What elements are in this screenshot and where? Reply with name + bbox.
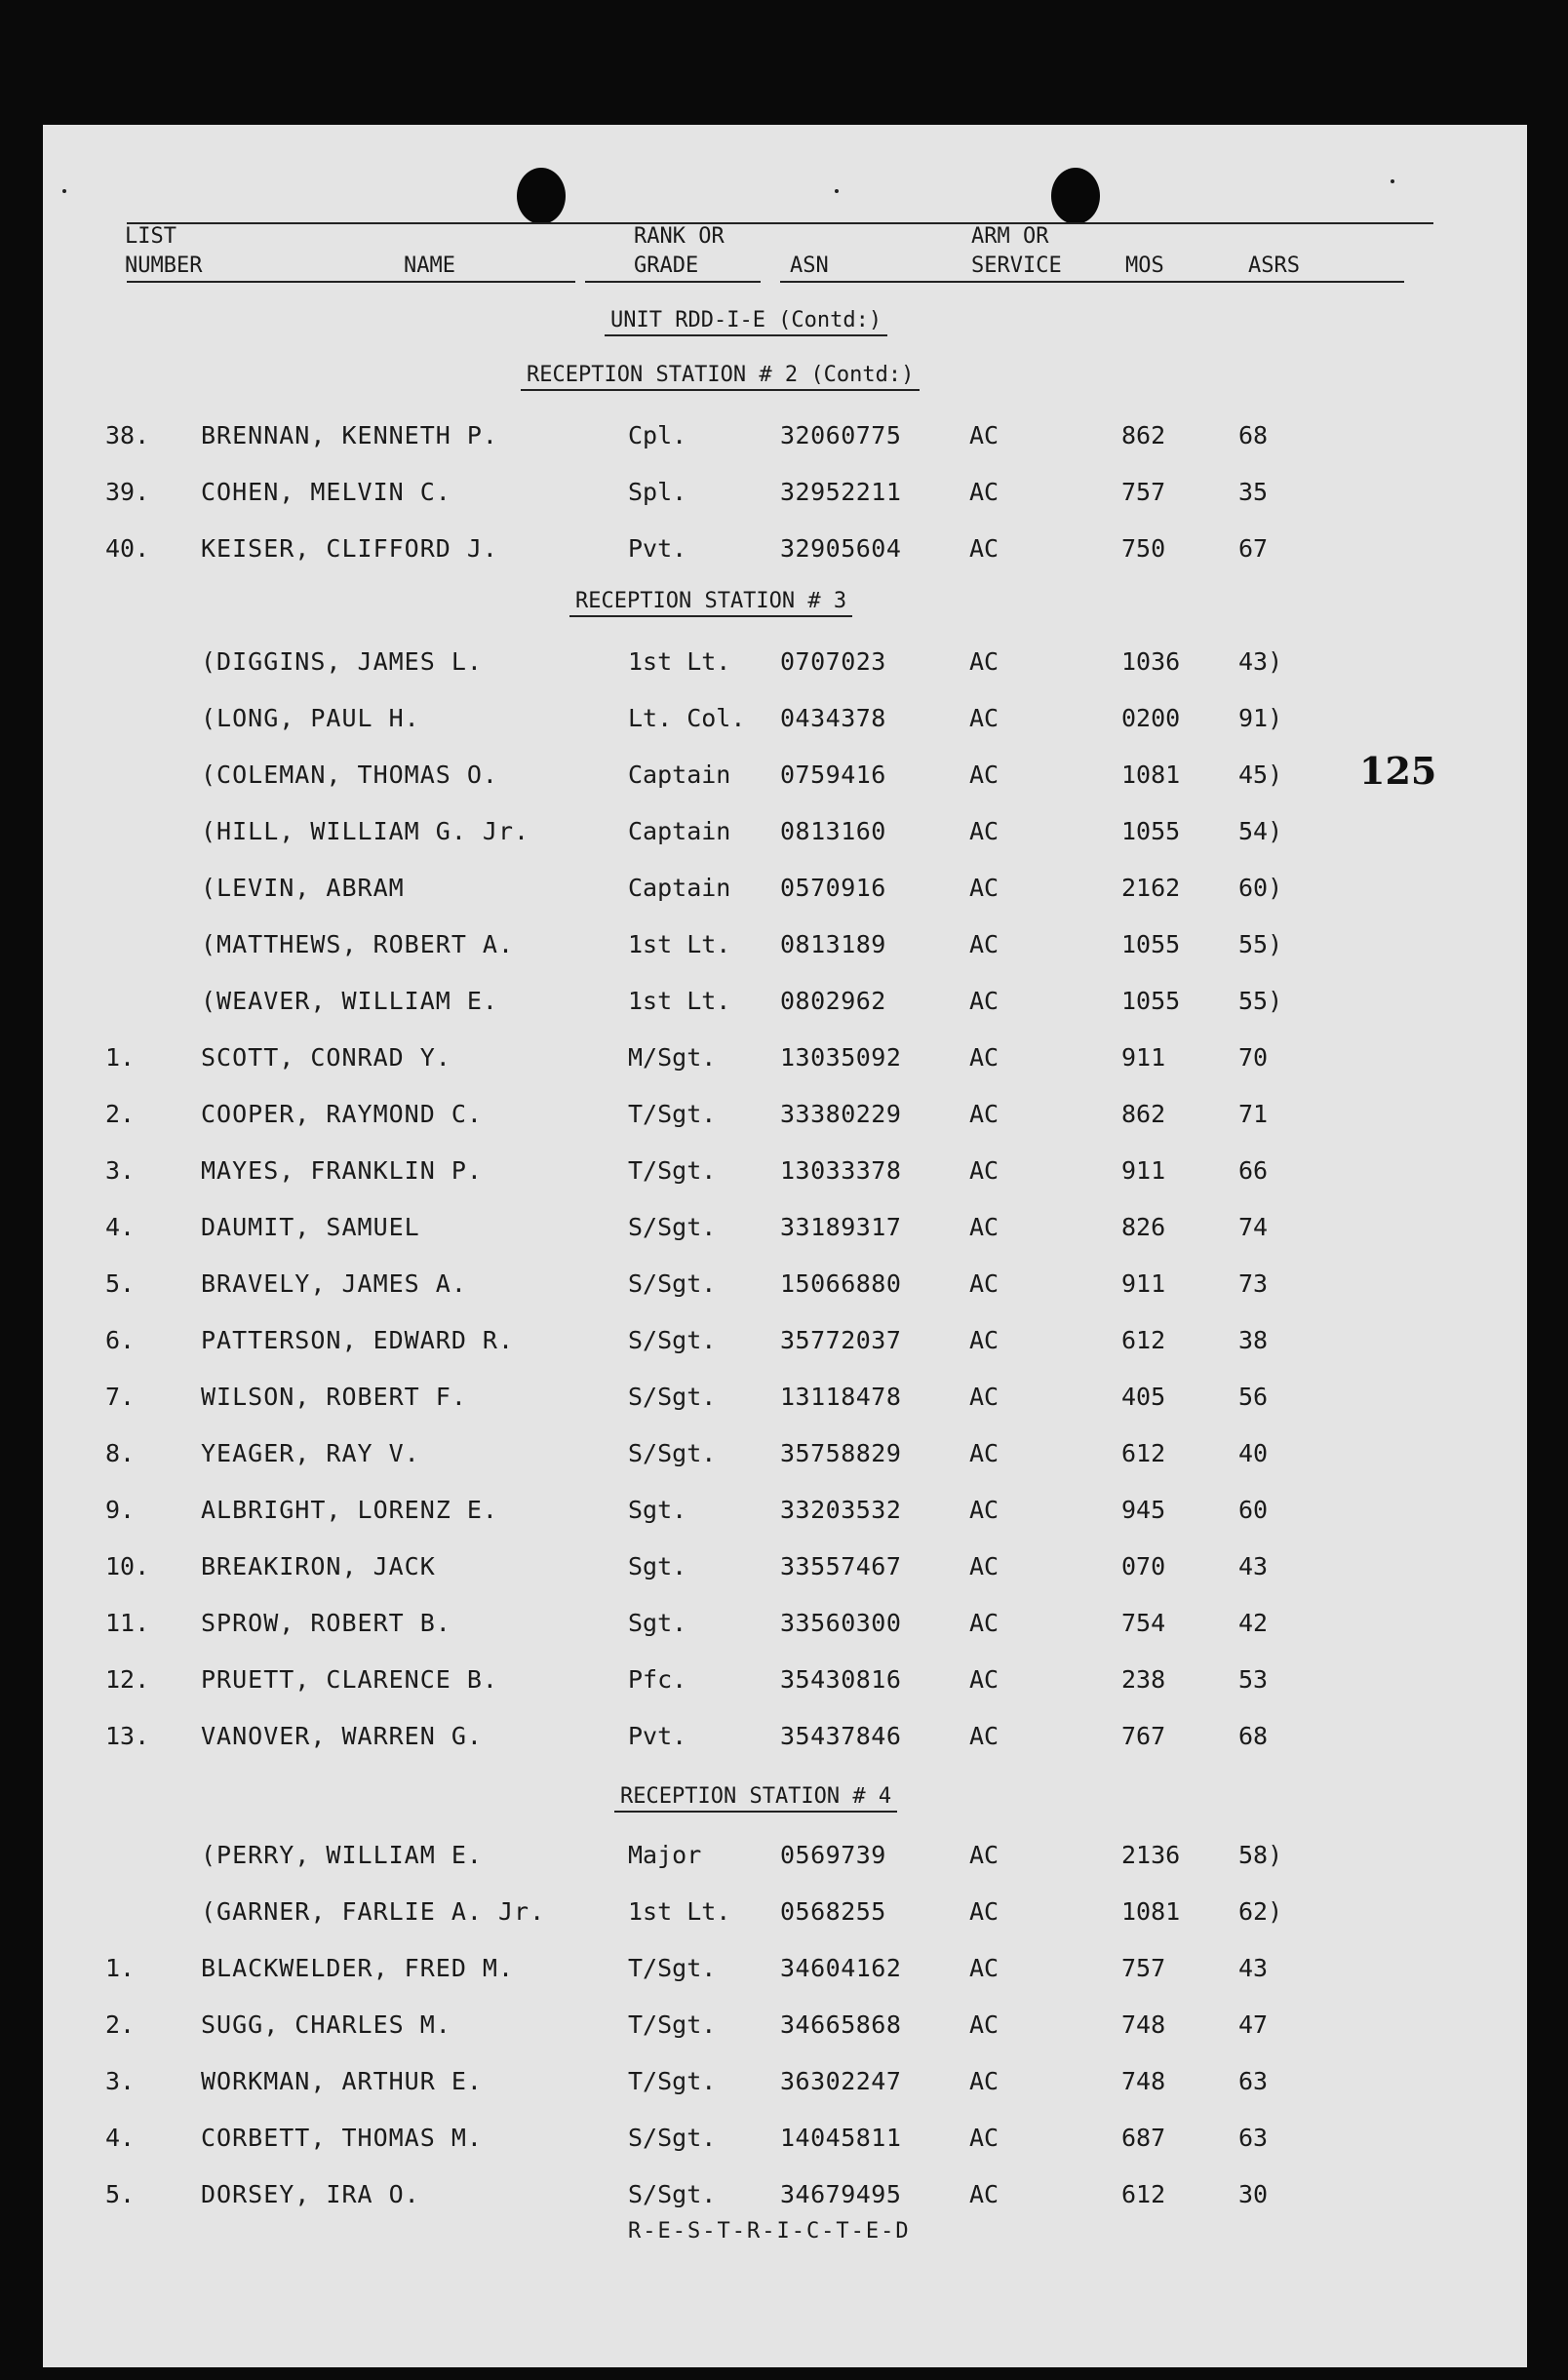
cell-mos: 612 — [1121, 2180, 1166, 2208]
cell-asrs: 66 — [1238, 1156, 1269, 1185]
cell-rank: 1st Lt. — [628, 930, 731, 958]
cell-asn: 33380229 — [780, 1100, 902, 1128]
cell-arm: AC — [969, 1665, 1000, 1694]
cell-asrs: 67 — [1238, 534, 1269, 563]
table-row — [43, 647, 1527, 686]
cell-name: VANOVER, WARREN G. — [201, 1722, 483, 1750]
cell-num: 5. — [105, 1269, 136, 1298]
cell-mos: 1081 — [1121, 1897, 1181, 1926]
header-asrs: ASRS — [1248, 254, 1300, 278]
table-row — [43, 478, 1527, 517]
section-heading: RECEPTION STATION # 3 — [569, 589, 852, 617]
cell-asrs: 60) — [1238, 874, 1283, 902]
cell-asrs: 68 — [1238, 421, 1269, 449]
cell-num: 4. — [105, 1213, 136, 1241]
table-row — [43, 1954, 1527, 1993]
table-row — [43, 1841, 1527, 1880]
cell-arm: AC — [969, 930, 1000, 958]
cell-arm: AC — [969, 1043, 1000, 1072]
cell-rank: S/Sgt. — [628, 1383, 717, 1411]
cell-mos: 1036 — [1121, 647, 1181, 676]
cell-name: SPROW, ROBERT B. — [201, 1609, 451, 1637]
punch-hole — [517, 168, 566, 224]
cell-rank: S/Sgt. — [628, 1439, 717, 1467]
table-row — [43, 1100, 1527, 1139]
cell-mos: 612 — [1121, 1326, 1166, 1354]
cell-rank: S/Sgt. — [628, 2124, 717, 2152]
cell-name: DORSEY, IRA O. — [201, 2180, 420, 2208]
cell-arm: AC — [969, 987, 1000, 1015]
cell-mos: 862 — [1121, 1100, 1166, 1128]
cell-asn: 14045811 — [780, 2124, 902, 2152]
cell-name: WILSON, ROBERT F. — [201, 1383, 467, 1411]
cell-num: 2. — [105, 1100, 136, 1128]
cell-mos: 612 — [1121, 1439, 1166, 1467]
speck — [62, 189, 66, 193]
cell-arm: AC — [969, 2180, 1000, 2208]
cell-name: DAUMIT, SAMUEL — [201, 1213, 420, 1241]
cell-asn: 33189317 — [780, 1213, 902, 1241]
header-rank: RANK OR GRADE — [634, 224, 725, 278]
cell-asrs: 56 — [1238, 1383, 1269, 1411]
cell-name: BRENNAN, KENNETH P. — [201, 421, 498, 449]
table-row — [43, 1269, 1527, 1308]
cell-name: (HILL, WILLIAM G. Jr. — [201, 817, 530, 845]
cell-mos: 070 — [1121, 1552, 1166, 1580]
cell-name: (PERRY, WILLIAM E. — [201, 1841, 483, 1869]
cell-num: 9. — [105, 1496, 136, 1524]
cell-arm: AC — [969, 1269, 1000, 1298]
cell-rank: Lt. Col. — [628, 704, 746, 732]
unit-heading: UNIT RDD-I-E (Contd:) — [605, 308, 887, 336]
cell-mos: 945 — [1121, 1496, 1166, 1524]
cell-rank: Cpl. — [628, 421, 687, 449]
table-row — [43, 1897, 1527, 1936]
cell-asrs: 74 — [1238, 1213, 1269, 1241]
cell-arm: AC — [969, 1954, 1000, 1982]
cell-mos: 826 — [1121, 1213, 1166, 1241]
cell-name: BRAVELY, JAMES A. — [201, 1269, 467, 1298]
cell-arm: AC — [969, 478, 1000, 506]
cell-asn: 34665868 — [780, 2010, 902, 2039]
cell-arm: AC — [969, 1609, 1000, 1637]
table-row — [43, 704, 1527, 743]
cell-asrs: 73 — [1238, 1269, 1269, 1298]
cell-rank: Sgt. — [628, 1609, 687, 1637]
cell-name: BREAKIRON, JACK — [201, 1552, 436, 1580]
table-row — [43, 534, 1527, 573]
cell-mos: 405 — [1121, 1383, 1166, 1411]
table-row — [43, 421, 1527, 460]
cell-arm: AC — [969, 1552, 1000, 1580]
cell-arm: AC — [969, 421, 1000, 449]
section-heading: RECEPTION STATION # 2 (Contd:) — [521, 363, 920, 391]
cell-arm: AC — [969, 1496, 1000, 1524]
cell-asn: 0802962 — [780, 987, 886, 1015]
cell-name: (LONG, PAUL H. — [201, 704, 420, 732]
cell-asrs: 43 — [1238, 1552, 1269, 1580]
cell-mos: 754 — [1121, 1609, 1166, 1637]
cell-arm: AC — [969, 2010, 1000, 2039]
cell-arm: AC — [969, 1439, 1000, 1467]
cell-asrs: 47 — [1238, 2010, 1269, 2039]
cell-mos: 911 — [1121, 1269, 1166, 1298]
cell-asrs: 43 — [1238, 1954, 1269, 1982]
table-row — [43, 1326, 1527, 1365]
cell-rank: S/Sgt. — [628, 1326, 717, 1354]
table-row — [43, 987, 1527, 1026]
table-row — [43, 1722, 1527, 1761]
cell-asn: 0568255 — [780, 1897, 886, 1926]
restricted-stamp: R-E-S-T-R-I-C-T-E-D — [628, 2219, 911, 2243]
header-rule — [585, 281, 761, 283]
cell-rank: Sgt. — [628, 1496, 687, 1524]
cell-num: 4. — [105, 2124, 136, 2152]
cell-mos: 757 — [1121, 1954, 1166, 1982]
cell-rank: T/Sgt. — [628, 2010, 717, 2039]
cell-mos: 2162 — [1121, 874, 1181, 902]
punch-hole — [1051, 168, 1100, 224]
cell-name: ALBRIGHT, LORENZ E. — [201, 1496, 498, 1524]
cell-asrs: 40 — [1238, 1439, 1269, 1467]
cell-rank: T/Sgt. — [628, 1156, 717, 1185]
cell-rank: 1st Lt. — [628, 647, 731, 676]
cell-asn: 33557467 — [780, 1552, 902, 1580]
cell-num: 7. — [105, 1383, 136, 1411]
cell-mos: 911 — [1121, 1156, 1166, 1185]
cell-rank: S/Sgt. — [628, 2180, 717, 2208]
cell-asn: 33560300 — [780, 1609, 902, 1637]
section-heading: RECEPTION STATION # 4 — [614, 1784, 897, 1813]
cell-num: 2. — [105, 2010, 136, 2039]
cell-arm: AC — [969, 817, 1000, 845]
cell-mos: 767 — [1121, 1722, 1166, 1750]
cell-name: (LEVIN, ABRAM — [201, 874, 405, 902]
table-row — [43, 761, 1527, 800]
cell-asn: 0759416 — [780, 761, 886, 789]
cell-rank: S/Sgt. — [628, 1269, 717, 1298]
cell-name: SCOTT, CONRAD Y. — [201, 1043, 451, 1072]
cell-arm: AC — [969, 1841, 1000, 1869]
cell-rank: Major — [628, 1841, 702, 1869]
cell-name: MAYES, FRANKLIN P. — [201, 1156, 483, 1185]
cell-arm: AC — [969, 761, 1000, 789]
cell-num: 11. — [105, 1609, 150, 1637]
cell-name: PATTERSON, EDWARD R. — [201, 1326, 515, 1354]
cell-asn: 0569739 — [780, 1841, 886, 1869]
cell-name: (MATTHEWS, ROBERT A. — [201, 930, 515, 958]
header-name: NAME — [404, 254, 455, 278]
table-row — [43, 1156, 1527, 1195]
cell-asrs: 54) — [1238, 817, 1283, 845]
cell-rank: T/Sgt. — [628, 1954, 717, 1982]
header-asn: ASN — [790, 254, 829, 278]
cell-asn: 0570916 — [780, 874, 886, 902]
table-row — [43, 2180, 1527, 2219]
cell-mos: 1055 — [1121, 817, 1181, 845]
cell-asrs: 71 — [1238, 1100, 1269, 1128]
cell-asrs: 58) — [1238, 1841, 1283, 1869]
cell-num: 3. — [105, 2067, 136, 2095]
speck — [1391, 179, 1394, 183]
cell-num: 6. — [105, 1326, 136, 1354]
cell-asn: 34679495 — [780, 2180, 902, 2208]
cell-mos: 1081 — [1121, 761, 1181, 789]
cell-asn: 36302247 — [780, 2067, 902, 2095]
cell-asn: 15066880 — [780, 1269, 902, 1298]
table-row — [43, 2067, 1527, 2106]
cell-name: CORBETT, THOMAS M. — [201, 2124, 483, 2152]
cell-num: 10. — [105, 1552, 150, 1580]
cell-asn: 0813189 — [780, 930, 886, 958]
cell-asn: 35430816 — [780, 1665, 902, 1694]
cell-name: YEAGER, RAY V. — [201, 1439, 420, 1467]
document-page — [43, 125, 1527, 2367]
cell-name: (COLEMAN, THOMAS O. — [201, 761, 498, 789]
cell-num: 1. — [105, 1954, 136, 1982]
cell-asrs: 63 — [1238, 2067, 1269, 2095]
cell-asrs: 45) — [1238, 761, 1283, 789]
cell-mos: 1055 — [1121, 987, 1181, 1015]
table-row — [43, 1609, 1527, 1648]
table-row — [43, 930, 1527, 969]
cell-mos: 757 — [1121, 478, 1166, 506]
cell-asn: 13033378 — [780, 1156, 902, 1185]
cell-arm: AC — [969, 534, 1000, 563]
cell-asrs: 70 — [1238, 1043, 1269, 1072]
cell-arm: AC — [969, 1213, 1000, 1241]
cell-name: (DIGGINS, JAMES L. — [201, 647, 483, 676]
cell-asn: 0707023 — [780, 647, 886, 676]
cell-arm: AC — [969, 1100, 1000, 1128]
cell-rank: T/Sgt. — [628, 2067, 717, 2095]
cell-asrs: 55) — [1238, 987, 1283, 1015]
table-row — [43, 1043, 1527, 1082]
cell-rank: Captain — [628, 817, 731, 845]
header-mos: MOS — [1125, 254, 1164, 278]
cell-num: 40. — [105, 534, 150, 563]
table-row — [43, 1665, 1527, 1704]
cell-asrs: 38 — [1238, 1326, 1269, 1354]
header-top-rule — [127, 222, 1433, 224]
table-row — [43, 1439, 1527, 1478]
cell-rank: Pvt. — [628, 1722, 687, 1750]
cell-mos: 2136 — [1121, 1841, 1181, 1869]
cell-arm: AC — [969, 1326, 1000, 1354]
cell-asrs: 62) — [1238, 1897, 1283, 1926]
cell-name: KEISER, CLIFFORD J. — [201, 534, 498, 563]
cell-num: 8. — [105, 1439, 136, 1467]
cell-arm: AC — [969, 1897, 1000, 1926]
cell-arm: AC — [969, 2067, 1000, 2095]
cell-asn: 32952211 — [780, 478, 902, 506]
cell-asn: 35772037 — [780, 1326, 902, 1354]
cell-mos: 748 — [1121, 2067, 1166, 2095]
cell-name: COOPER, RAYMOND C. — [201, 1100, 483, 1128]
cell-rank: 1st Lt. — [628, 1897, 731, 1926]
cell-mos: 238 — [1121, 1665, 1166, 1694]
table-row — [43, 874, 1527, 913]
page-number: 125 — [1359, 749, 1437, 793]
cell-rank: S/Sgt. — [628, 1213, 717, 1241]
cell-asn: 35758829 — [780, 1439, 902, 1467]
table-row — [43, 1552, 1527, 1591]
cell-name: BLACKWELDER, FRED M. — [201, 1954, 515, 1982]
cell-arm: AC — [969, 647, 1000, 676]
cell-asn: 0434378 — [780, 704, 886, 732]
cell-num: 1. — [105, 1043, 136, 1072]
cell-rank: 1st Lt. — [628, 987, 731, 1015]
cell-rank: Pfc. — [628, 1665, 687, 1694]
cell-asrs: 42 — [1238, 1609, 1269, 1637]
cell-asn: 34604162 — [780, 1954, 902, 1982]
cell-name: SUGG, CHARLES M. — [201, 2010, 451, 2039]
cell-arm: AC — [969, 1722, 1000, 1750]
cell-asrs: 68 — [1238, 1722, 1269, 1750]
table-row — [43, 1213, 1527, 1252]
cell-asrs: 91) — [1238, 704, 1283, 732]
cell-num: 39. — [105, 478, 150, 506]
header-rule — [127, 281, 575, 283]
cell-rank: Spl. — [628, 478, 687, 506]
cell-name: (WEAVER, WILLIAM E. — [201, 987, 498, 1015]
cell-mos: 687 — [1121, 2124, 1166, 2152]
cell-num: 13. — [105, 1722, 150, 1750]
cell-asrs: 60 — [1238, 1496, 1269, 1524]
cell-rank: Captain — [628, 874, 731, 902]
table-row — [43, 2124, 1527, 2163]
cell-asn: 32060775 — [780, 421, 902, 449]
cell-num: 38. — [105, 421, 150, 449]
cell-asrs: 53 — [1238, 1665, 1269, 1694]
table-row — [43, 817, 1527, 856]
cell-rank: T/Sgt. — [628, 1100, 717, 1128]
cell-rank: Pvt. — [628, 534, 687, 563]
table-row — [43, 2010, 1527, 2049]
speck — [835, 189, 839, 193]
cell-mos: 748 — [1121, 2010, 1166, 2039]
cell-asrs: 55) — [1238, 930, 1283, 958]
cell-rank: Captain — [628, 761, 731, 789]
cell-num: 5. — [105, 2180, 136, 2208]
table-row — [43, 1496, 1527, 1535]
cell-mos: 0200 — [1121, 704, 1181, 732]
cell-num: 12. — [105, 1665, 150, 1694]
cell-mos: 1055 — [1121, 930, 1181, 958]
cell-asrs: 35 — [1238, 478, 1269, 506]
cell-asrs: 43) — [1238, 647, 1283, 676]
cell-asn: 13035092 — [780, 1043, 902, 1072]
cell-rank: M/Sgt. — [628, 1043, 717, 1072]
cell-asn: 35437846 — [780, 1722, 902, 1750]
header-rule — [780, 281, 1404, 283]
cell-num: 3. — [105, 1156, 136, 1185]
cell-asrs: 63 — [1238, 2124, 1269, 2152]
cell-arm: AC — [969, 704, 1000, 732]
cell-mos: 862 — [1121, 421, 1166, 449]
header-arm: ARM OR SERVICE — [971, 224, 1062, 278]
cell-asrs: 30 — [1238, 2180, 1269, 2208]
cell-name: COHEN, MELVIN C. — [201, 478, 451, 506]
cell-name: PRUETT, CLARENCE B. — [201, 1665, 498, 1694]
header-list-number: LIST NUMBER — [125, 224, 203, 278]
cell-rank: Sgt. — [628, 1552, 687, 1580]
cell-asn: 32905604 — [780, 534, 902, 563]
cell-mos: 750 — [1121, 534, 1166, 563]
cell-name: (GARNER, FARLIE A. Jr. — [201, 1897, 546, 1926]
cell-name: WORKMAN, ARTHUR E. — [201, 2067, 483, 2095]
cell-asn: 33203532 — [780, 1496, 902, 1524]
cell-arm: AC — [969, 1156, 1000, 1185]
cell-mos: 911 — [1121, 1043, 1166, 1072]
cell-asn: 13118478 — [780, 1383, 902, 1411]
cell-arm: AC — [969, 1383, 1000, 1411]
cell-arm: AC — [969, 874, 1000, 902]
cell-asn: 0813160 — [780, 817, 886, 845]
table-row — [43, 1383, 1527, 1422]
cell-arm: AC — [969, 2124, 1000, 2152]
